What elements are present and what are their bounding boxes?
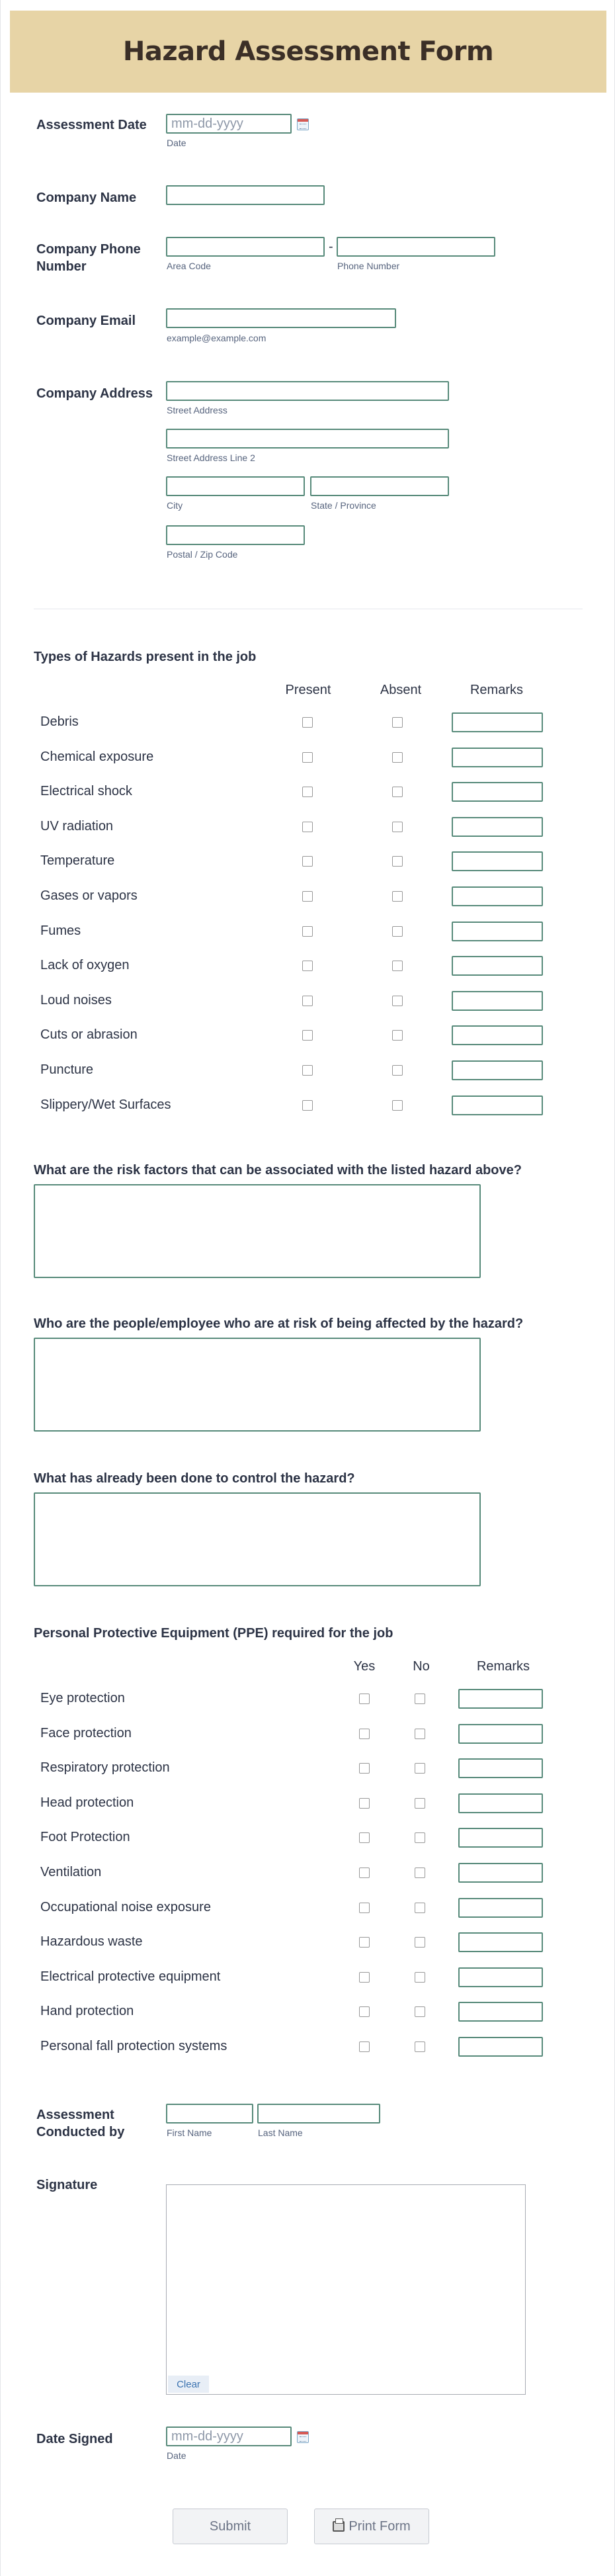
hazard-remarks-input[interactable] bbox=[452, 748, 543, 767]
yes-checkbox[interactable] bbox=[359, 1729, 370, 1739]
first-name-sublabel: First Name bbox=[167, 2127, 212, 2138]
yes-checkbox[interactable] bbox=[359, 2006, 370, 2017]
ppe-row bbox=[34, 1856, 583, 1890]
ppe-label: Hazardous waste bbox=[40, 1934, 143, 1950]
ppe-row bbox=[34, 1960, 583, 1995]
ppe-row bbox=[34, 1717, 583, 1751]
hazard-label: Loud noises bbox=[40, 992, 112, 1008]
no-checkbox[interactable] bbox=[415, 1798, 425, 1809]
assessment-date-label: Assessment Date bbox=[36, 118, 147, 132]
present-checkbox[interactable] bbox=[302, 996, 313, 1006]
ppe-remarks-input[interactable] bbox=[458, 1932, 543, 1952]
ppe-label: Face protection bbox=[40, 1725, 132, 1740]
yes-checkbox[interactable] bbox=[359, 1763, 370, 1774]
hazard-remarks-input[interactable] bbox=[452, 1025, 543, 1045]
print-form-button[interactable] bbox=[314, 2509, 429, 2544]
assessment-date-sublabel: Date bbox=[167, 138, 186, 148]
absent-checkbox[interactable] bbox=[392, 787, 403, 797]
hazard-label: Fumes bbox=[40, 923, 81, 938]
calendar-icon[interactable] bbox=[297, 118, 309, 130]
ppe-remarks-input[interactable] bbox=[458, 1689, 543, 1709]
hazard-row bbox=[34, 705, 583, 740]
yes-checkbox[interactable] bbox=[359, 2041, 370, 2052]
conducted-by-label: Assessment Conducted by bbox=[36, 2108, 125, 2139]
hazard-row bbox=[34, 740, 583, 775]
ppe-remarks-input[interactable] bbox=[458, 1724, 543, 1744]
present-checkbox[interactable] bbox=[302, 717, 313, 728]
signature-pad[interactable] bbox=[166, 2184, 526, 2395]
company-name-input[interactable] bbox=[166, 185, 325, 205]
controls-question: What has already been done to control the hazard? bbox=[34, 1471, 355, 1486]
ppe-row bbox=[34, 2030, 583, 2064]
hazard-remarks-input[interactable] bbox=[452, 851, 543, 871]
yes-checkbox[interactable] bbox=[359, 1868, 370, 1878]
absent-checkbox[interactable] bbox=[392, 961, 403, 971]
absent-checkbox[interactable] bbox=[392, 822, 403, 832]
submit-button-label: Submit bbox=[209, 2518, 251, 2534]
area-code-sublabel: Area Code bbox=[167, 261, 211, 271]
printer-icon bbox=[333, 2521, 345, 2532]
calendar-icon[interactable] bbox=[297, 2431, 309, 2443]
hazards-col-present: Present bbox=[285, 683, 331, 697]
street-address-line2-sublabel: Street Address Line 2 bbox=[167, 452, 255, 463]
absent-checkbox[interactable] bbox=[392, 996, 403, 1006]
hazards-title: Types of Hazards present in the job bbox=[34, 650, 257, 664]
hazard-row bbox=[34, 810, 583, 844]
ppe-remarks-input[interactable] bbox=[458, 1828, 543, 1848]
no-checkbox[interactable] bbox=[415, 1868, 425, 1878]
present-checkbox[interactable] bbox=[302, 1065, 313, 1076]
assessment-date-input[interactable] bbox=[166, 114, 292, 134]
ppe-remarks-input[interactable] bbox=[458, 1967, 543, 1987]
ppe-col-no: No bbox=[413, 1659, 430, 1674]
zip-sublabel: Postal / Zip Code bbox=[167, 549, 238, 560]
hazard-label: UV radiation bbox=[40, 818, 114, 834]
people-at-risk-textarea[interactable] bbox=[34, 1338, 481, 1432]
form-header bbox=[10, 11, 606, 93]
no-checkbox[interactable] bbox=[415, 1937, 425, 1948]
submit-button[interactable] bbox=[173, 2509, 288, 2544]
no-checkbox[interactable] bbox=[415, 1694, 425, 1704]
street-address-line2-input[interactable] bbox=[166, 429, 449, 449]
last-name-input[interactable] bbox=[257, 2104, 380, 2124]
ppe-remarks-input[interactable] bbox=[458, 1863, 543, 1883]
hazard-label: Gases or vapors bbox=[40, 888, 138, 903]
city-sublabel: City bbox=[167, 500, 183, 511]
hazard-row bbox=[34, 879, 583, 914]
hazard-label: Lack of oxygen bbox=[40, 958, 130, 973]
company-email-input[interactable] bbox=[166, 308, 396, 328]
company-email-sublabel: example@example.com bbox=[167, 333, 266, 343]
hazard-row bbox=[34, 1053, 583, 1088]
hazard-remarks-input[interactable] bbox=[452, 991, 543, 1011]
hazard-label: Chemical exposure bbox=[40, 749, 154, 764]
form-title: Hazard Assessment Form bbox=[122, 36, 494, 67]
street-address-input[interactable] bbox=[166, 381, 449, 401]
absent-checkbox[interactable] bbox=[392, 717, 403, 728]
hazard-remarks-input[interactable] bbox=[452, 1095, 543, 1115]
hazards-col-remarks: Remarks bbox=[470, 683, 523, 697]
ppe-remarks-input[interactable] bbox=[458, 1898, 543, 1918]
ppe-title: Personal Protective Equipment (PPE) required for the job bbox=[34, 1626, 393, 1641]
present-checkbox[interactable] bbox=[302, 1030, 313, 1041]
hazard-label: Temperature bbox=[40, 853, 115, 869]
no-checkbox[interactable] bbox=[415, 1729, 425, 1739]
risk-factors-question: What are the risk factors that can be associated with the listed hazard above? bbox=[34, 1163, 522, 1178]
ppe-remarks-input[interactable] bbox=[458, 1793, 543, 1813]
people-at-risk-question: Who are the people/employee who are at risk of being affected by the hazard? bbox=[34, 1316, 524, 1331]
no-checkbox[interactable] bbox=[415, 1903, 425, 1913]
hazard-label: Electrical shock bbox=[40, 784, 132, 799]
absent-checkbox[interactable] bbox=[392, 1065, 403, 1076]
ppe-label: Electrical protective equipment bbox=[40, 1969, 221, 1984]
area-code-input[interactable] bbox=[166, 237, 325, 257]
hazard-label: Cuts or abrasion bbox=[40, 1027, 138, 1043]
hazard-remarks-input[interactable] bbox=[452, 956, 543, 976]
yes-checkbox[interactable] bbox=[359, 1972, 370, 1983]
yes-checkbox[interactable] bbox=[359, 1937, 370, 1948]
hazard-row bbox=[34, 1088, 583, 1123]
hazard-row bbox=[34, 914, 583, 949]
ppe-remarks-input[interactable] bbox=[458, 1758, 543, 1778]
date-signed-sublabel: Date bbox=[167, 2450, 186, 2461]
first-name-input[interactable] bbox=[166, 2104, 253, 2124]
city-input[interactable] bbox=[166, 476, 305, 496]
date-signed-label: Date Signed bbox=[36, 2432, 113, 2446]
company-address-label: Company Address bbox=[36, 386, 153, 401]
yes-checkbox[interactable] bbox=[359, 1798, 370, 1809]
zip-input[interactable] bbox=[166, 525, 305, 545]
last-name-sublabel: Last Name bbox=[258, 2127, 303, 2138]
phone-number-input[interactable] bbox=[337, 237, 495, 257]
ppe-row bbox=[34, 1751, 583, 1785]
hazard-row bbox=[34, 775, 583, 809]
hazard-row bbox=[34, 984, 583, 1018]
risk-factors-textarea[interactable] bbox=[34, 1184, 481, 1278]
phone-dash: - bbox=[329, 239, 333, 254]
absent-checkbox[interactable] bbox=[392, 1100, 403, 1111]
hazard-remarks-input[interactable] bbox=[452, 817, 543, 837]
hazard-remarks-input[interactable] bbox=[452, 1060, 543, 1080]
ppe-row bbox=[34, 1821, 583, 1855]
hazard-remarks-input[interactable] bbox=[452, 922, 543, 941]
hazard-remarks-input[interactable] bbox=[452, 782, 543, 802]
ppe-remarks-input[interactable] bbox=[458, 2037, 543, 2057]
ppe-label: Foot Protection bbox=[40, 1830, 130, 1845]
ppe-label: Respiratory protection bbox=[40, 1760, 170, 1776]
present-checkbox[interactable] bbox=[302, 891, 313, 902]
company-email-label: Company Email bbox=[36, 314, 136, 328]
ppe-row bbox=[34, 1682, 583, 1716]
clear-signature-button[interactable]: Clear bbox=[168, 2376, 209, 2393]
print-form-button-label: Print Form bbox=[348, 2518, 411, 2534]
hazard-label: Slippery/Wet Surfaces bbox=[40, 1097, 171, 1112]
ppe-label: Occupational noise exposure bbox=[40, 1899, 211, 1914]
street-address-sublabel: Street Address bbox=[167, 405, 227, 415]
hazard-remarks-input[interactable] bbox=[452, 886, 543, 906]
present-checkbox[interactable] bbox=[302, 856, 313, 867]
company-phone-label: Company Phone Number bbox=[36, 242, 141, 274]
date-signed-input[interactable] bbox=[166, 2426, 292, 2446]
present-checkbox[interactable] bbox=[302, 822, 313, 832]
hazard-label: Puncture bbox=[40, 1062, 94, 1077]
signature-label: Signature bbox=[36, 2178, 98, 2192]
ppe-col-remarks: Remarks bbox=[476, 1659, 530, 1674]
ppe-label: Ventilation bbox=[40, 1865, 102, 1879]
present-checkbox[interactable] bbox=[302, 1100, 313, 1111]
present-checkbox[interactable] bbox=[302, 926, 313, 937]
present-checkbox[interactable] bbox=[302, 961, 313, 971]
ppe-row bbox=[34, 1891, 583, 1925]
hazards-col-absent: Absent bbox=[380, 683, 422, 697]
hazard-label: Debris bbox=[40, 714, 79, 729]
no-checkbox[interactable] bbox=[415, 2006, 425, 2017]
no-checkbox[interactable] bbox=[415, 1763, 425, 1774]
state-sublabel: State / Province bbox=[311, 500, 376, 511]
absent-checkbox[interactable] bbox=[392, 856, 403, 867]
ppe-row bbox=[34, 1786, 583, 1821]
hazard-row bbox=[34, 844, 583, 879]
controls-textarea[interactable] bbox=[34, 1492, 481, 1586]
present-checkbox[interactable] bbox=[302, 787, 313, 797]
ppe-row bbox=[34, 1995, 583, 2029]
absent-checkbox[interactable] bbox=[392, 752, 403, 763]
yes-checkbox[interactable] bbox=[359, 1832, 370, 1843]
ppe-row bbox=[34, 1925, 583, 1959]
no-checkbox[interactable] bbox=[415, 1972, 425, 1983]
absent-checkbox[interactable] bbox=[392, 1030, 403, 1041]
present-checkbox[interactable] bbox=[302, 752, 313, 763]
hazard-remarks-input[interactable] bbox=[452, 712, 543, 732]
phone-number-sublabel: Phone Number bbox=[337, 261, 400, 271]
ppe-label: Personal fall protection systems bbox=[40, 2039, 227, 2053]
ppe-remarks-input[interactable] bbox=[458, 2002, 543, 2022]
hazard-row bbox=[34, 1018, 583, 1052]
yes-checkbox[interactable] bbox=[359, 1694, 370, 1704]
absent-checkbox[interactable] bbox=[392, 926, 403, 937]
hazard-row bbox=[34, 949, 583, 983]
absent-checkbox[interactable] bbox=[392, 891, 403, 902]
ppe-label: Eye protection bbox=[40, 1691, 125, 1705]
no-checkbox[interactable] bbox=[415, 1832, 425, 1843]
no-checkbox[interactable] bbox=[415, 2041, 425, 2052]
state-input[interactable] bbox=[310, 476, 449, 496]
ppe-label: Head protection bbox=[40, 1795, 134, 1810]
ppe-label: Hand protection bbox=[40, 2004, 134, 2019]
ppe-col-yes: Yes bbox=[353, 1659, 376, 1674]
yes-checkbox[interactable] bbox=[359, 1903, 370, 1913]
company-name-label: Company Name bbox=[36, 191, 137, 205]
